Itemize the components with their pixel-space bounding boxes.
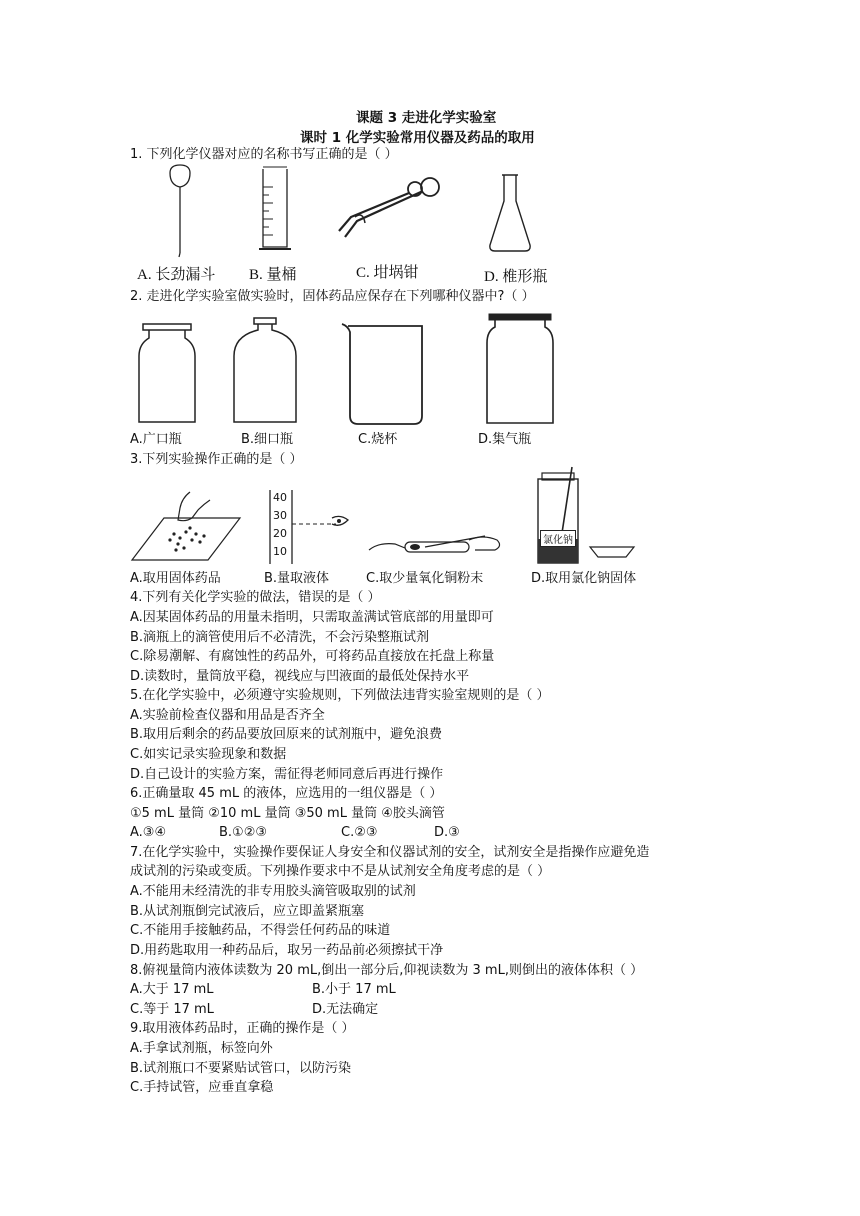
narrow-mouth-bottle-image [230, 316, 300, 426]
q6-option-b: B.①②③ [219, 825, 268, 840]
q1-option-c: C. 坩埚钳 [356, 265, 419, 281]
q2-stem: 2. 走进化学实验室做实验时，固体药品应保存在下列哪种仪器中?（ ） [130, 289, 535, 304]
q6-stem: 6.正确量取 45 mL 的液体，应选用的一组仪器是（ ） [130, 786, 443, 801]
q8-option-a: A.大于 17 mL [130, 982, 214, 997]
cylinder-tick-10: 10 [273, 545, 287, 558]
gas-collecting-bottle-image [485, 313, 555, 427]
q9-option-b: B.试剂瓶口不要紧贴试管口，以防污染 [130, 1061, 352, 1076]
q2-option-d: D.集气瓶 [478, 432, 532, 447]
q5-option-d: D.自己设计的实验方案，需征得老师同意后再进行操作 [130, 767, 444, 782]
beaker-image [340, 320, 432, 428]
q2-option-b: B.细口瓶 [241, 432, 294, 447]
q5-option-a: A.实验前检查仪器和用品是否齐全 [130, 708, 325, 723]
q8-option-c: C.等于 17 mL [130, 1002, 214, 1017]
q9-stem: 9.取用液体药品时，正确的操作是（ ） [130, 1021, 355, 1036]
q1-option-a: A. 长劲漏斗 [137, 267, 216, 283]
q8-option-b: B.小于 17 mL [312, 982, 396, 997]
conical-flask-image [487, 173, 533, 255]
q4-option-a: A.因某固体药品的用量未指明，只需取盖满试管底部的用量即可 [130, 610, 494, 625]
q3-option-d: D.取用氯化钠固体 [531, 571, 637, 586]
q4-stem: 4.下列有关化学实验的做法，错误的是（ ） [130, 590, 381, 605]
q8-option-d: D.无法确定 [312, 1002, 379, 1017]
cylinder-tick-40: 40 [273, 491, 287, 504]
q6-items: ①5 mL 量筒 ②10 mL 量筒 ③50 mL 量筒 ④胶头滴管 [130, 806, 445, 821]
q7-stem-line1: 7.在化学实验中，实验操作要保证人身安全和仪器试剂的安全，试剂安全是指操作应避免造 [130, 845, 650, 860]
sodium-chloride-bottle-image [532, 465, 642, 565]
q1-stem: 1. 下列化学仪器对应的名称书写正确的是（ ） [130, 147, 398, 162]
q6-option-a: A.③④ [130, 825, 167, 840]
cylinder-tick-30: 30 [273, 509, 287, 522]
q7-option-a: A.不能用未经清洗的非专用胶头滴管吸取别的试剂 [130, 884, 416, 899]
q6-option-c: C.②③ [341, 825, 378, 840]
q2-option-c: C.烧杯 [358, 432, 398, 447]
q9-option-a: A.手拿试剂瓶，标签向外 [130, 1041, 273, 1056]
q5-stem: 5.在化学实验中，必须遵守实验规则，下列做法违背实验室规则的是（ ） [130, 688, 550, 703]
q7-stem-line2: 成试剂的污染或变质。下列操作要求中不是从试剂安全角度考虑的是（ ） [130, 864, 551, 879]
q3-option-c: C.取少量氧化铜粉末 [366, 571, 484, 586]
q1-option-d: D. 椎形瓶 [484, 269, 548, 285]
graduated-cylinder-image [255, 167, 295, 255]
q3-stem: 3.下列实验操作正确的是（ ） [130, 452, 303, 467]
lesson-subtitle: 课时 1 化学实验常用仪器及药品的取用 [300, 130, 535, 146]
q5-option-c: C.如实记录实验现象和数据 [130, 747, 287, 762]
q7-option-c: C.不能用手接触药品，不得尝任何药品的味道 [130, 923, 391, 938]
bottle-label-nacl: 氯化钠 [540, 530, 576, 547]
q2-option-a: A.广口瓶 [130, 432, 182, 447]
wide-mouth-bottle-image [137, 322, 197, 426]
cylinder-tick-20: 20 [273, 527, 287, 540]
copper-oxide-test-tube-image [365, 528, 515, 562]
q6-option-d: D.③ [434, 825, 460, 840]
q5-option-b: B.取用后剩余的药品要放回原来的试剂瓶中，避免浪费 [130, 727, 443, 742]
q3-option-b: B.量取液体 [264, 571, 330, 586]
q1-option-b: B. 量桶 [249, 267, 297, 283]
q8-stem: 8.俯视量筒内液体读数为 20 mL,倒出一部分后,仰视读数为 3 mL,则倒出的液体体积（ ） [130, 963, 644, 978]
crucible-tongs-image [335, 175, 445, 245]
lesson-title: 课题 3 走进化学实验室 [356, 110, 497, 126]
q9-option-c: C.手持试管，应垂直拿稳 [130, 1080, 274, 1095]
q4-option-c: C.除易潮解、有腐蚀性的药品外，可将药品直接放在托盘上称量 [130, 649, 495, 664]
solid-reagent-hand-image [130, 490, 242, 564]
q4-option-b: B.滴瓶上的滴管使用后不必清洗，不会污染整瓶试剂 [130, 630, 430, 645]
q4-option-d: D.读数时，量筒放平稳，视线应与凹液面的最低处保持水平 [130, 669, 470, 684]
q7-option-d: D.用药匙取用一种药品后，取另一药品前必须擦拭干净 [130, 943, 444, 958]
q7-option-b: B.从试剂瓶倒完试液后，应立即盖紧瓶塞 [130, 904, 365, 919]
long-neck-funnel-image [160, 165, 200, 260]
q3-option-a: A.取用固体药品 [130, 571, 221, 586]
